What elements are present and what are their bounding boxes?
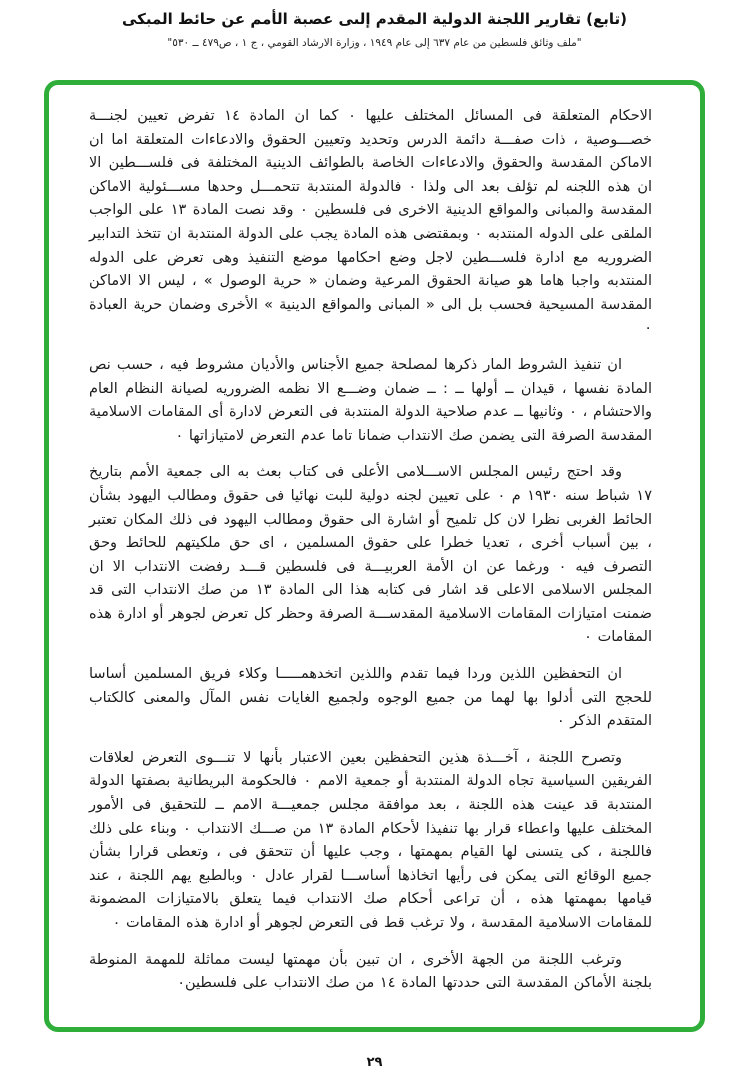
paragraph: وقد احتج رئيس المجلس الاســـلامى الأعلى فى كتاب بعث به الى جمعية الأمم بتاريخ ١٧ شباط سنه ١٩٣٠ م ٠ على تعيين لجنه دولية للبت نهائيا فى حقوق ومطالب اليهود بشأن الحائط الغربى نظرا لان كل تلميح أو اشارة الى حقوق ومطالب اليهود فى ذلك المكان تعتبر ، بين أسباب أخرى ، تعديا خطرا على حقوق المسلمين ، اى حق ملكيتهم للحائط وحق التصرف فيه ٠ ورغما عن ان الأمة العربيـــة فى فلسطين قـــد رفضت الانتداب الا ان المجلس الاسلامى الاعلى قد اشار فى كتابه هذا الى المادة ١٣ من صك الانتداب التى قد ضمنت امتيازات المقامات الاسلامية المقدســـة الصرفة وحظر كل تعرض لجوهر أو ادارة هذه المقامات ٠ bbox=[89, 464, 652, 646]
paragraph: وترغب اللجنة من الجهة الأخرى ، ان تبين بأن مهمتها ليست مماثلة للمهمة المنوطة بلجنة الأماكن المقدسة التى حددتها المادة ١٤ من صك الانتداب على فلسطين٠ bbox=[89, 951, 652, 992]
document-body bbox=[89, 105, 652, 1013]
content-frame bbox=[44, 80, 705, 1032]
page-number: ٢٩ bbox=[366, 1055, 383, 1070]
page-header-title: (تابع) تقارير اللجنة الدولية المقدم إلىى عصبة الأمم عن حائط المبكى bbox=[121, 10, 628, 28]
page-header bbox=[0, 10, 749, 49]
paragraph: ان التحفظين اللذين وردا فيما تقدم واللذين اتخدهمـــــا وكلاء فريق المسلمين أساسا للحجج التى أدلوا بها لهما من جميع الوجوه ولجميع الغايات نفس المآل والمعنى كالكتاب المتقدم الذكر ٠ bbox=[89, 666, 652, 730]
page-header-source: "ملف وثائق فلسطين من عام ٦٣٧ إلى عام ١٩٤٩ ، وزارة الارشاد القومي ، ج ١ ، ص٤٧٩ ــ ٥٣٠" bbox=[167, 37, 582, 49]
paragraph: الاحكام المتعلقة فى المسائل المختلف عليها ٠ كما ان المادة ١٤ تفرض تعيين لجنـــة خصـــوصية ، ذات صفـــة دائمة الدرس وتحديد وتعيين الحقوق والادعاءات المتعلقة اما ان الاماكن المقدسة والحقوق والادعاءات الخاصة بالطوائف الدينية المختلفة فى فلســـطين الا ان هذه اللجنه لم تؤلف بعد الى ولذا ٠ فالدولة المنتدبة تتحمـــل وحدها مســـئولية الاماكن المقدسة والمبانى والمواقع الدينية الاخرى فى فلسطين ٠ وقد نصت المادة ١٣ على الواجب الملقى على الدوله المنتدبه ٠ وبمقتضى هذه المادة يجب على الدولة المنتدبة ان تتخذ التدابير الضروريه مع ادارة فلســـطين لاجل وضع احكامها موضع التنفيذ وهى تعرض على الدوله المنتدبه واجبا هاما هو صيانة الحقوق المرعية وضمان « حرية الوصول » ، ليس الا الاماكن المقدسة المسيحية فحسب بل الى « المبانى والمواقع الدينية » الأخرى وضمان حرية العبادة ٠ bbox=[89, 108, 652, 337]
paragraph: ان تنفيذ الشروط المار ذكرها لمصلحة جميع الأجناس والأديان مشروط فيه ، حسب نص المادة نفسها ، قيدان ــ أولها ــ : ــ ضمان وضـــع الا نظمه الضروريه لصيانة النظام العام والاحتشام ، ٠ وثانيها ــ عدم صلاحية الدولة المنتدبة فى التعرض لادارة أى المقامات الاسلامية المقدسة الصرفة التى يضمن صك الانتداب ضمانا تاما عدم التعرض لامتيازاتها ٠ bbox=[89, 356, 652, 444]
paragraph: وتصرح اللجنة ، آخـــذة هذين التحفظين بعين الاعتبار بأنها لا تنـــوى التعرض لعلاقات الفريقين السياسية تجاه الدولة المنتدبة أو جمعية الامم ٠ فالحكومة البريطانية بصفتها الدولة المنتدبة قد عينت هذه اللجنة ، بعد موافقة مجلس جمعيـــة الامم ــ للتحقيق فى الأمور المختلف عليها واعطاء قرار بها تنفيذا لأحكام المادة ١٣ من صـــك الانتداب ٠ وبناء على ذلك فاللجنة ، كى يتسنى لها القيام بمهمتها ، وجب عليها أن تتحقق فى ، وتعطى قرارا بشأن جميع الوقائع التى يمكن فى رأيها اتخاذها أساســـا لقرار عادل ٠ وبالطبع يهم اللجنة ، عند قيامها بمهمتها هذه ، أن تراعى أحكام صك الانتداب فيما يتعلق بالامتيازات المضمونة للمقامات الاسلامية المقدسة ، ولا ترغب قط فى التعرض لجوهر أو ادارة هذه المقامات ٠ bbox=[89, 749, 652, 931]
